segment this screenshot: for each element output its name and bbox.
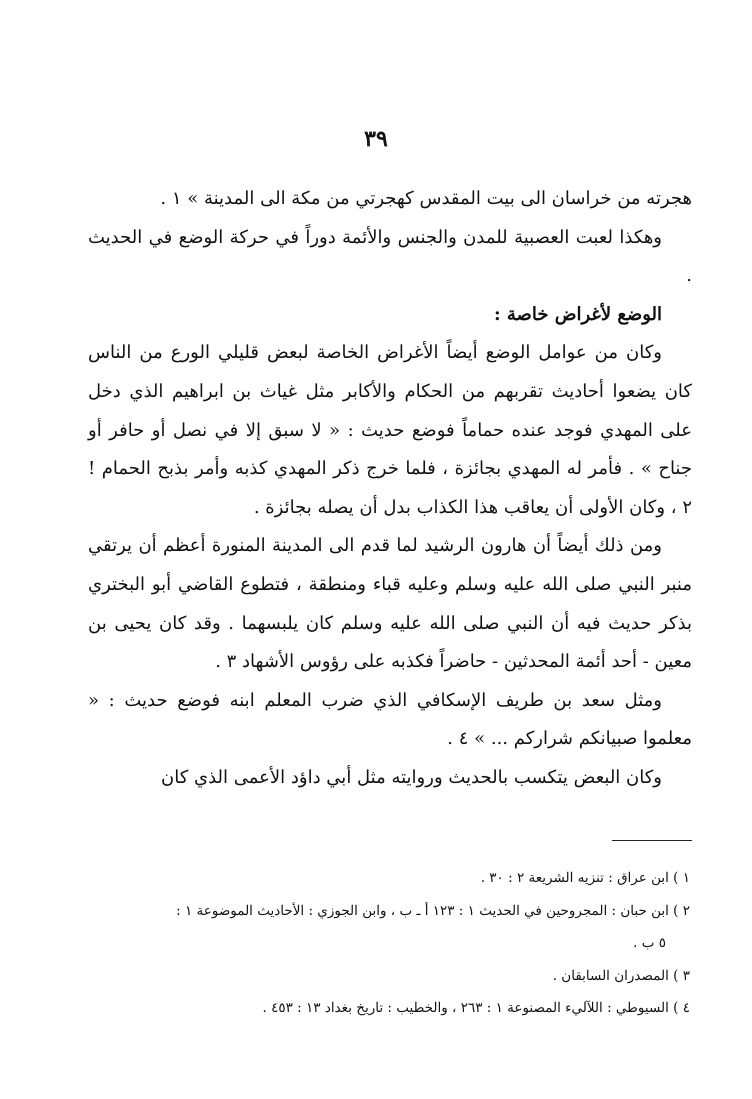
paragraph: وكان البعض يتكسب بالحديث وروايته مثل أبي داؤد الأعمى الذي كان: [160, 766, 662, 788]
body-text: [88, 180, 692, 798]
footnote: ٢ ) ابن حبان : المجروحين في الحديث ١ : ١٢٣ أ ـ ب ، وابن الجوزي : الأحاديث الموضوعة ١ :: [176, 902, 690, 919]
footnote: ٣ ) المصدران السابقان .: [552, 967, 690, 984]
paragraph: ومثل سعد بن طريف الإسكافي الذي ضرب المعلم ابنه فوضع حديث : « معلموا صبيانكم شراركم ... » ٤ .: [88, 689, 692, 750]
page-number: ٣٩: [364, 126, 388, 152]
paragraph: ومن ذلك أيضاً أن هارون الرشيد لما قدم الى المدينة المنورة أعظم أن يرتقي منبر النبي صلى الله عليه وسلم وعليه قباء ومنطقة ، فتطوع القاضي أبو البختري بذكر حديث فيه أن النبي صلى الله عليه وسلم كان يلبسهما . وقد كان يحيى بن معين - أحد أئمة المحدثين - حاضراً فكذبه على رؤوس الأشهاد ٣ .: [88, 535, 692, 673]
paragraph: وهكذا لعبت العصبية للمدن والجنس والأئمة دوراً في حركة الوضع في الحديث .: [88, 226, 692, 287]
footnote-separator: [612, 840, 692, 841]
section-heading: الوضع لأغراض خاصة :: [493, 303, 662, 325]
footnote-continuation: ٥ ب .: [633, 935, 666, 951]
paragraph: وكان من عوامل الوضع أيضاً الأغراض الخاصة لبعض قليلي الورع من الناس كان يضعوا أحاديث تقربهم من الحكام والأكابر مثل غياث بن ابراهيم الذي دخل على المهدي فوجد عنده حماماً فوضع حديث : « لا سبق إلا في نصل أو حافر أو جناح » . فأمر له المهدي بجائزة ، فلما خرج ذكر المهدي كذبه وأمر بذبح الحمام ! ٢ ، وكان الأولى أن يعاقب هذا الكذاب بدل أن يصله بجائزة .: [88, 342, 692, 518]
footnotes: [90, 862, 690, 1025]
footnote: ١ ) ابن عراق : تنزيه الشريعة ٢ : ٣٠ .: [480, 870, 690, 886]
footnote: ٤ ) السيوطي : اللآليء المصنوعة ١ : ٢٦٣ ، والخطيب : تاريخ بغداد ١٣ : ٤٥٣ .: [262, 1000, 690, 1016]
paragraph: هجرته من خراسان الى بيت المقدس كهجرتي من مكة الى المدينة » ١ .: [160, 188, 692, 209]
